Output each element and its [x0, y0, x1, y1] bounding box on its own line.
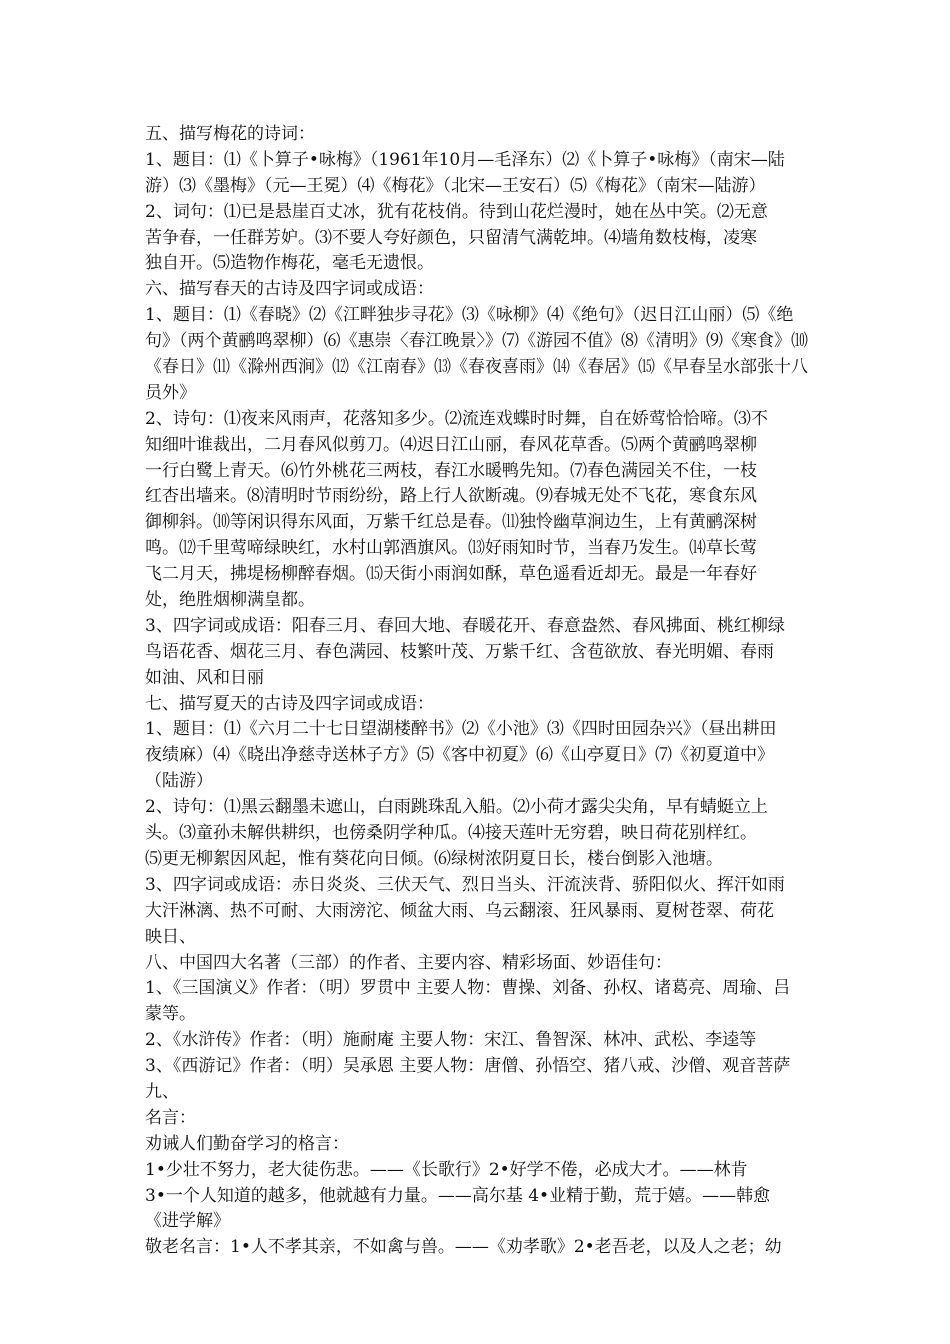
- text-line: 头。⑶童孙未解供耕织，也傍桑阴学种瓜。⑷接天莲叶无穷碧，映日荷花别样红。: [145, 823, 757, 844]
- text-line: 1、《三国演义》作者：（明）罗贯中 主要人物：曹操、刘备、孙权、诸葛亮、周瑜、吕: [145, 978, 791, 999]
- text-line: 鸟语花香、烟花三月、春色满园、枝繁叶茂、万紫千红、含苞欲放、春光明媚、春雨: [145, 641, 774, 662]
- section-heading: 七、描写夏天的古诗及四字词或成语：: [145, 693, 434, 714]
- text-line: 敬老名言：1•人不孝其亲，不如禽与兽。——《劝孝歌》2•老吾老，以及人之老；幼: [145, 1237, 782, 1258]
- text-line: 处，绝胜烟柳满皇都。: [145, 590, 315, 611]
- text-line: 句》（两个黄鹂鸣翠柳）⑹《惠崇〈春江晚景〉》⑺《游园不值》⑻《清明》⑼《寒食》⑽: [145, 331, 808, 352]
- text-line: 2、《水浒传》作者：（明）施耐庵 主要人物：宋江、鲁智深、林冲、武松、李逵等: [145, 1030, 757, 1051]
- text-line: 游）⑶《墨梅》（元—王冕）⑷《梅花》（北宋—王安石）⑸《梅花》（南宋—陆游）: [145, 175, 766, 196]
- section-heading: 名言：: [145, 1107, 196, 1128]
- document-body: [145, 122, 809, 1261]
- text-line: 《进学解》: [145, 1211, 230, 1232]
- text-line: （陆游）: [145, 771, 213, 792]
- text-line: 鸣。⑿千里莺啼绿映红，水村山郭酒旗风。⒀好雨知时节，当春乃发生。⒁草长莺: [145, 538, 757, 559]
- text-line: 2、诗句：⑴夜来风雨声，花落知多少。⑵流连戏蝶时时舞，自在娇莺恰恰啼。⑶不: [145, 408, 768, 429]
- text-line: 知细叶谁裁出，二月春风似剪刀。⑷迟日江山丽，春风花草香。⑸两个黄鹂鸣翠柳: [145, 434, 757, 455]
- section-heading: 九、: [145, 1081, 179, 1102]
- text-line: 3•一个人知道的越多，他就越有力量。——高尔基 4•业精于勤，荒于嬉。——韩愈: [145, 1185, 771, 1206]
- section-heading: 六、描写春天的古诗及四字词或成语：: [145, 279, 434, 300]
- text-line: 映日、: [145, 926, 196, 947]
- text-line: 2、词句：⑴已是悬崖百丈冰，犹有花枝俏。待到山花烂漫时，她在丛中笑。⑵无意: [145, 201, 768, 222]
- text-line: 御柳斜。⑽等闲识得东风面，万紫千红总是春。⑾独怜幽草涧边生，上有黄鹂深树: [145, 512, 757, 533]
- section-heading: 八、中国四大名著（三部）的作者、主要内容、精彩场面、妙语佳句：: [145, 952, 672, 973]
- text-line: 员外》: [145, 382, 196, 403]
- text-line: 3、四字词或成语：赤日炎炎、三伏天气、烈日当头、汗流浃背、骄阳似火、挥汗如雨: [145, 874, 785, 895]
- text-line: 1、题目：⑴《卜算子•咏梅》（1961年10月—毛泽东）⑵《卜算子•咏梅》（南宋—陆: [145, 149, 785, 170]
- text-line: 1、题目：⑴《春晓》⑵《江畔独步寻花》⑶《咏柳》⑷《绝句》（迟日江山丽）⑸《绝: [145, 305, 794, 326]
- text-line: 3、《西游记》作者：（明）吴承恩 主要人物：唐僧、孙悟空、猪八戒、沙僧、观音菩萨: [145, 1056, 791, 1077]
- text-line: 一行白鹭上青天。⑹竹外桃花三两枝，春江水暖鸭先知。⑺春色满园关不住，一枝: [145, 460, 757, 481]
- text-line: ⑸更无柳絮因风起，惟有葵花向日倾。⑹绿树浓阴夏日长，楼台倒影入池塘。: [145, 848, 723, 869]
- text-line: 红杏出墙来。⑻清明时节雨纷纷，路上行人欲断魂。⑼春城无处不飞花，寒食东风: [145, 486, 757, 507]
- text-line: 独自开。⑸造物作梅花，毫毛无遗恨。: [145, 253, 434, 274]
- text-line: 苦争春，一任群芳妒。⑶不要人夸好颜色，只留清气满乾坤。⑷墙角数枝梅，凌寒: [145, 227, 757, 248]
- text-line: 1、题目：⑴《六月二十七日望湖楼醉书》⑵《小池》⑶《四时田园杂兴》（昼出耕田: [145, 719, 777, 740]
- text-line: 大汗淋漓、热不可耐、大雨滂沱、倾盆大雨、乌云翻滚、狂风暴雨、夏树苍翠、荷花: [145, 900, 774, 921]
- text-line: 《春日》⑾《滁州西涧》⑿《江南春》⒀《春夜喜雨》⒁《春居》⒂《早春呈水部张十八: [145, 357, 808, 378]
- text-line: 如油、风和日丽: [145, 667, 264, 688]
- text-line: 2、诗句：⑴黑云翻墨未遮山，白雨跳珠乱入船。⑵小荷才露尖尖角，早有蜻蜓立上: [145, 797, 768, 818]
- section-heading: 五、描写梅花的诗词：: [145, 124, 315, 144]
- text-line: 1•少壮不努力，老大徒伤悲。——《长歌行》2•好学不倦，必成大才。——林肯: [145, 1159, 748, 1180]
- text-line: 蒙等。: [145, 1004, 196, 1025]
- text-line: 3、四字词或成语：阳春三月、春回大地、春暖花开、春意盎然、春风拂面、桃红柳绿: [145, 615, 785, 636]
- text-line: 飞二月天，拂堤杨柳醉春烟。⒂天街小雨润如酥，草色遥看近却无。最是一年春好: [145, 564, 757, 585]
- text-line: 夜绩麻）⑷《晓出净慈寺送林子方》⑸《客中初夏》⑹《山亭夏日》⑺《初夏道中》: [145, 745, 774, 766]
- text-line: 劝诫人们勤奋学习的格言：: [145, 1133, 349, 1154]
